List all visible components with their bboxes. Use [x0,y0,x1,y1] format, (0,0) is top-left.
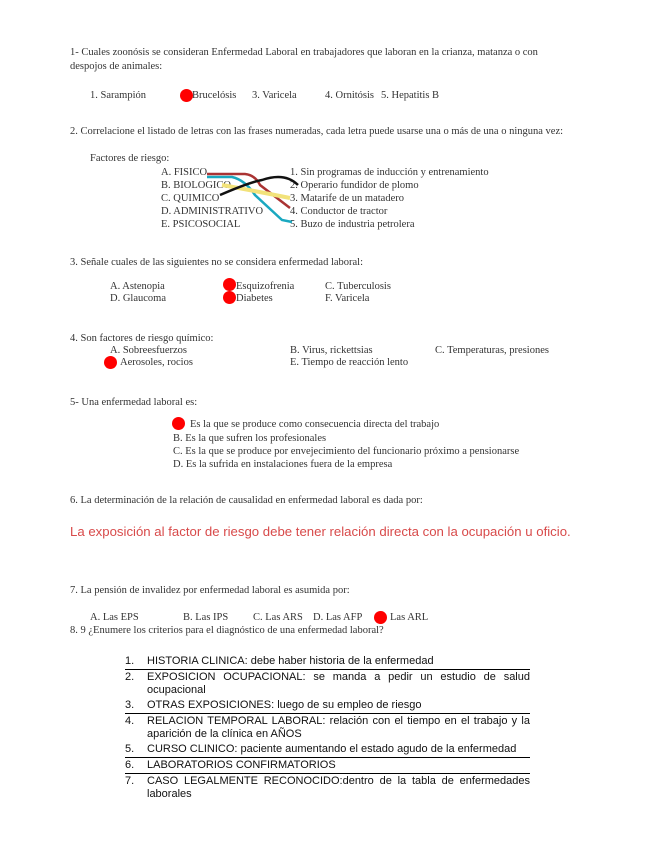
item-number: 3. [125,699,135,711]
q7-option-c: C. Las ARS [253,612,303,623]
q8-text: 8. 9 ¿Enumere los criterios para el diagnóstico de una enfermedad laboral? [70,625,384,636]
q1-option-3: 3. Varicela [252,90,297,101]
q2-letter-d: D. ADMINISTRATIVO [161,206,264,217]
q4-option-d: Aerosoles, rocios [120,357,193,368]
list-item [125,654,530,670]
q3-option-d: D. Glaucoma [110,293,166,304]
q4-option-a: A. Sobreesfuerzos [110,345,187,356]
q7-text: 7. La pensión de invalidez por enfermedad laboral es asumida por: [70,585,350,596]
selected-mark-icon [104,356,117,369]
q2-letter-e: E. PSICOSOCIAL [161,219,241,230]
q2-letter-c: C. QUIMICO [161,193,220,204]
item-number: 6. [125,759,135,771]
item-text: LABORATORIOS CONFIRMATORIOS [147,759,336,771]
q4-option-b: B. Virus, rickettsias [290,345,373,356]
q5-text: 5- Una enfermedad laboral es: [70,397,198,408]
q3-option-b: Esquizofrenia [236,281,295,292]
q4-option-e: E. Tiempo de reacción lento [290,357,409,368]
selected-mark-icon [172,417,185,430]
q1-option-1: 1. Sarampión [90,90,146,101]
q7-option-b: B. Las IPS [183,612,229,623]
item-number: 2. [125,671,135,683]
q2-letter-b: B. BIOLOGICO [161,180,231,191]
item-number: 5. [125,743,135,755]
q4-text: 4. Son factores de riesgo químico: [70,333,214,344]
item-text: EXPOSICION OCUPACIONAL: se manda a pedir un estudio de salud ocupacional [147,671,530,696]
q3-text: 3. Señale cuales de las siguientes no se considera enfermedad laboral: [70,257,364,268]
q7-option-a: A. Las EPS [90,612,139,623]
q2-phrase-5: 5. Buzo de industria petrolera [290,219,415,230]
q1-text-line1: 1- Cuales zoonósis se consideran Enfermedad Laboral en trabajadores que laboran en la crianza, matanza o con [70,47,538,58]
q2-phrase-3: 3. Matarife de un matadero [290,193,404,204]
q3-option-c: C. Tuberculosis [325,281,391,292]
q7-option-d: D. Las AFP [313,612,363,623]
q4-option-c: C. Temperaturas, presiones [435,345,549,356]
q1-option-5: 5. Hepatitis B [381,90,440,101]
list-item [125,758,530,774]
list-item [125,670,530,698]
q6-answer: La exposición al factor de riesgo debe tener relación directa con la ocupación u oficio. [70,524,571,539]
q2-text: 2. Correlacione el listado de letras con las frases numeradas, cada letra puede usarse una o más de una o ninguna vez: [70,126,564,137]
item-text: OTRAS EXPOSICIONES: luego de su empleo de riesgo [147,699,422,711]
item-text: RELACION TEMPORAL LABORAL: relación con el tiempo en el trabajo y la aparición de la clínica en AÑOS [147,715,530,740]
q5-option-c: C. Es la que se produce por envejecimiento del funcionario próximo a pensionarse [173,446,520,457]
selected-mark-icon [223,278,236,291]
list-item [125,742,530,758]
q7-option-e: Las ARL [390,612,429,623]
q3-option-e: Diabetes [236,293,273,304]
selected-mark-icon [374,611,387,624]
q1-text-line2: despojos de animales: [70,61,163,72]
list-item [125,698,530,714]
q1-option-2: Brucelósis [192,90,237,101]
q2-phrase-4: 4. Conductor de tractor [290,206,388,217]
list-item [125,774,530,802]
item-number: 4. [125,715,135,727]
item-number: 7. [125,775,135,787]
q8-criteria-list [125,654,530,802]
q5-option-b: B. Es la que sufren los profesionales [173,433,327,444]
item-text: CURSO CLINICO: paciente aumentando el estado agudo de la enfermedad [147,743,517,755]
q2-phrase-2: 2. Operario fundidor de plomo [290,180,419,191]
q2-letter-a: A. FISICO [161,167,208,178]
item-number: 1. [125,655,135,667]
q1-option-4: 4. Ornitósis [325,90,375,101]
q6-text: 6. La determinación de la relación de causalidad en enfermedad laboral es dada por: [70,495,423,506]
q5-option-a: Es la que se produce como consecuencia directa del trabajo [190,419,440,430]
item-text: HISTORIA CLINICA: debe haber historia de la enfermedad [147,655,434,667]
q2-phrase-1: 1. Sin programas de inducción y entrenamiento [290,167,489,178]
item-text: CASO LEGALMENTE RECONOCIDO:dentro de la tabla de enfermedades laborales [147,775,530,800]
list-item [125,714,530,742]
q3-option-a: A. Astenopia [110,281,165,292]
selected-mark-icon [223,291,236,304]
q2-label: Factores de riesgo: [90,153,170,164]
q5-option-d: D. Es la sufrida en instalaciones fuera de la empresa [173,459,393,470]
q3-option-f: F. Varicela [325,293,370,304]
